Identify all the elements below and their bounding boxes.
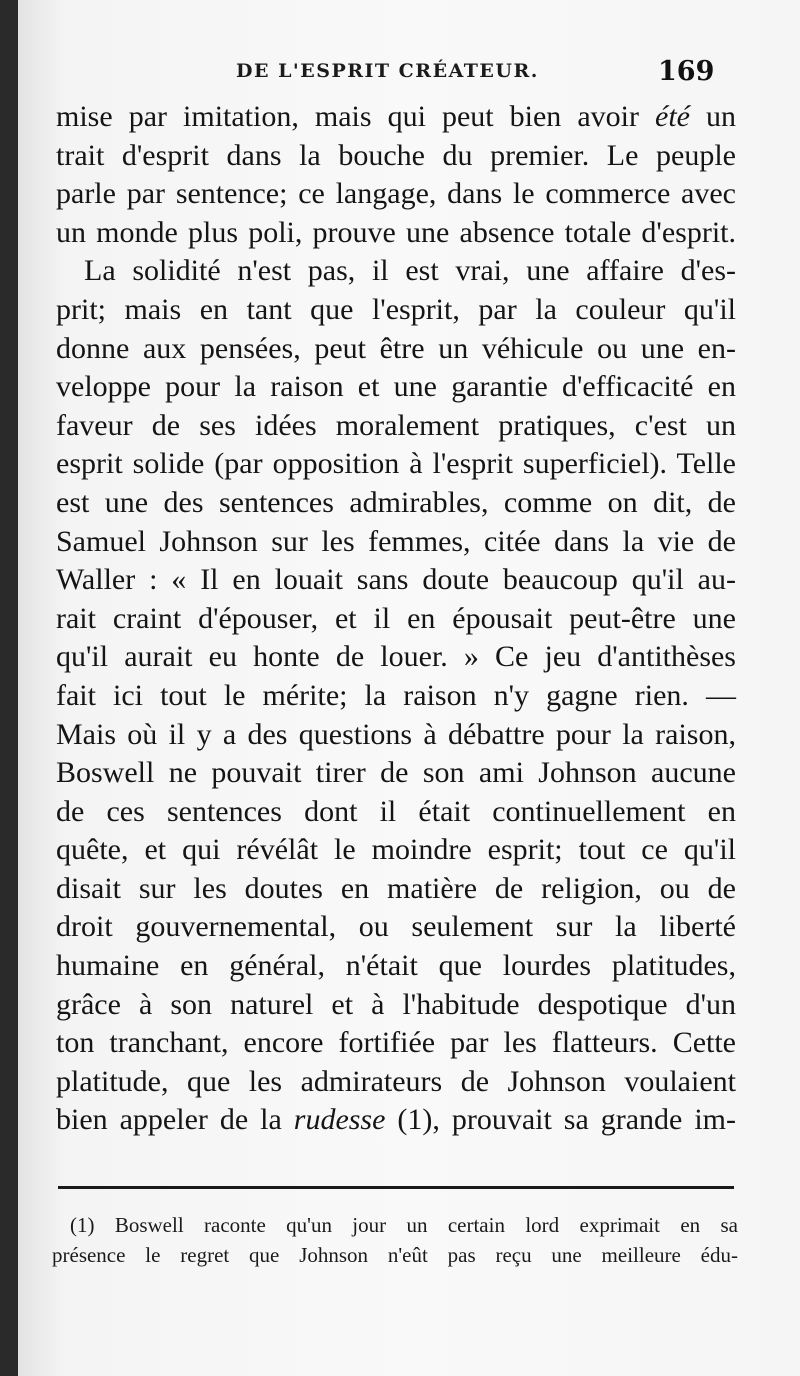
text-line: prit; mais en tant que l'esprit, par la couleur qu'il [56, 292, 736, 326]
text-line: disait sur les doutes en matière de religion, ou de [56, 871, 736, 905]
text-line: donne aux pensées, peut être un véhicule ou une en- [56, 331, 736, 365]
text-line: bien appeler de la rudesse (1), prouvait sa grande im- [56, 1103, 736, 1137]
text-line: La solidité n'est pas, il est vrai, une affaire d'es- [84, 254, 736, 288]
text-line: fait ici tout le mérite; la raison n'y gagne rien. — [56, 678, 736, 712]
text-line: qu'il aurait eu honte de louer. » Ce jeu d'antithèses [56, 640, 736, 674]
running-title: DE L'ESPRIT CRÉATEUR. [236, 60, 539, 82]
text-line: mise par imitation, mais qui peut bien avoir été un [56, 100, 737, 133]
text-line: un monde plus poli, prouve une absence totale d'esprit. [56, 215, 736, 249]
page-number: 169 [658, 56, 715, 87]
page-header [18, 56, 800, 90]
text-line: esprit solide (par opposition à l'esprit superficiel). Telle [56, 447, 736, 481]
text-line: trait d'esprit dans la bouche du premier. Le peuple [56, 138, 736, 172]
footnote-line: (1) Boswell raconte qu'un jour un certain lord exprimait en sa [70, 1213, 738, 1237]
text-line: parle par sentence; ce langage, dans le commerce avec [56, 177, 736, 211]
text-line: grâce à son naturel et à l'habitude despotique d'un [56, 987, 736, 1021]
text-line: est une des sentences admirables, comme on dit, de [56, 485, 736, 519]
footnote-divider [58, 1186, 734, 1189]
text-line: veloppe pour la raison et une garantie d'efficacité en [56, 370, 736, 404]
text-line: droit gouvernemental, ou seulement sur la liberté [56, 910, 736, 944]
text-line: Mais où il y a des questions à débattre pour la raison, [56, 717, 736, 751]
text-line: Samuel Johnson sur les femmes, citée dans la vie de [56, 524, 736, 558]
text-line: quête, et qui révélât le moindre esprit; tout ce qu'il [56, 833, 736, 867]
text-line: platitude, que les admirateurs de Johnson voulaient [56, 1064, 736, 1098]
text-line: Waller : « Il en louait sans doute beaucoup qu'il au- [56, 563, 736, 597]
footnote-line: présence le regret que Johnson n'eût pas reçu une meilleure édu- [52, 1243, 738, 1267]
text-line: humaine en général, n'était que lourdes platitudes, [56, 949, 736, 983]
text-line: de ces sentences dont il était continuellement en [56, 794, 736, 828]
body-text [56, 98, 736, 1140]
footnote [52, 1210, 738, 1270]
text-line: ton tranchant, encore fortifiée par les flatteurs. Cette [56, 1026, 736, 1060]
book-page [18, 0, 800, 1376]
text-line: faveur de ses idées moralement pratiques, c'est un [56, 408, 736, 442]
text-line: rait craint d'épouser, et il en épousait peut-être une [56, 601, 736, 635]
text-line: Boswell ne pouvait tirer de son ami Johnson aucune [56, 756, 736, 790]
